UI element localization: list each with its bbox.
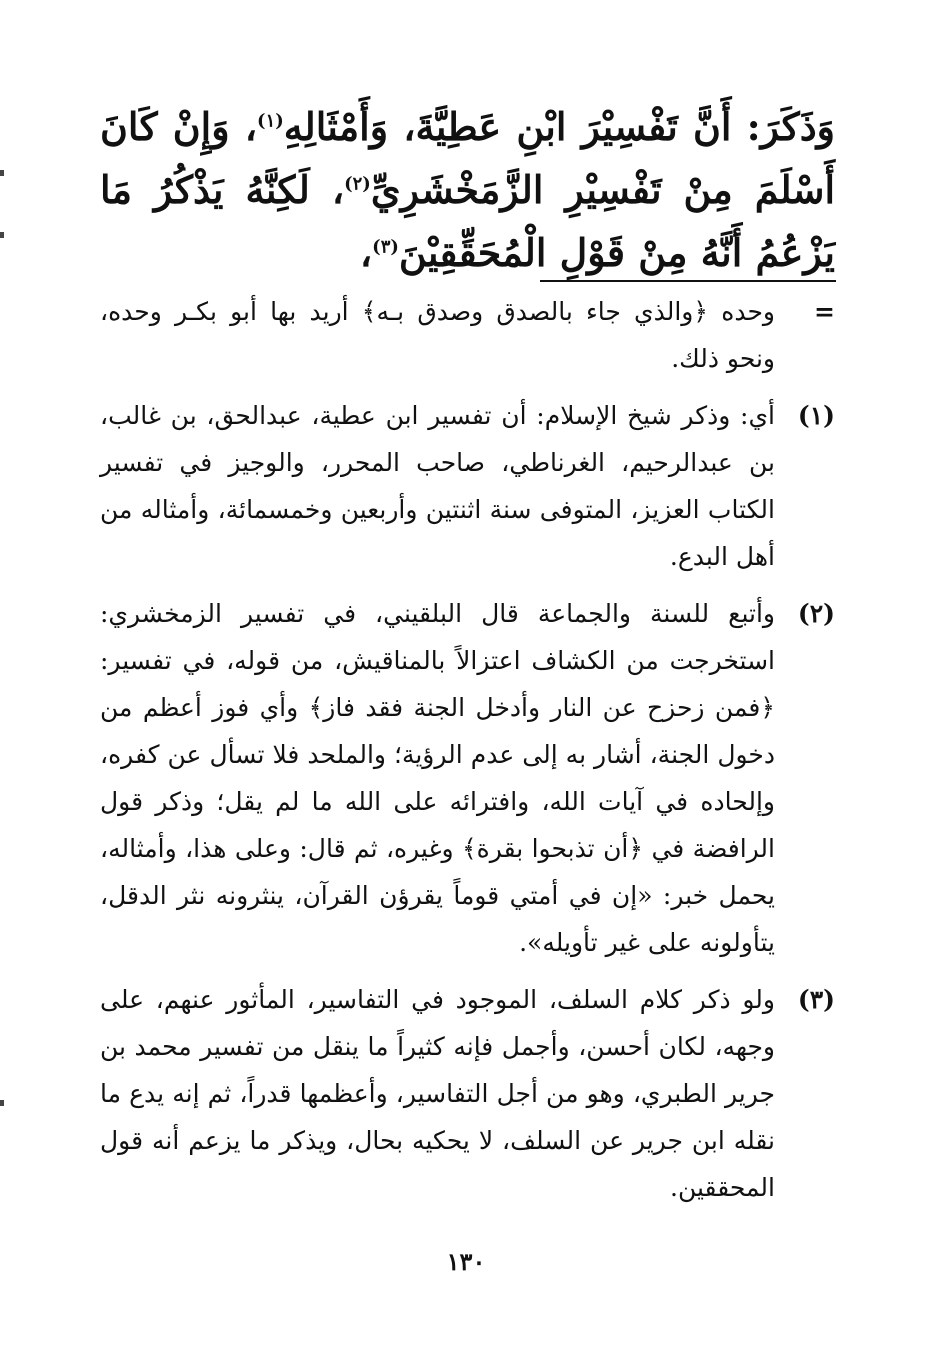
left-edge-mark-bottom: [0, 1100, 4, 1106]
main-text-block: [100, 95, 835, 284]
footnote-3: [100, 976, 835, 1211]
footnote-separator: [540, 280, 836, 282]
footnote-text: أي: وذكر شيخ الإسلام: أن تفسير ابن عطية، عبدالحق، بن غالب، بن عبدالرحيم، الغرناطي، صاحب المحرر، والوجيز في تفسير الكتاب العزيز، المتوفى سنة اثنتين وأربعين وخمسمائة، وأمثاله من أهل البدع.: [100, 401, 775, 571]
footnote-marker: (١): [797, 401, 835, 430]
main-text-part-3: ، لَكِنَّهُ يَذْكُرُ مَا يَزْعُمُ أَنَّهُ مِنْ قَوْلِ الْمُحَقِّقِيْنَ: [100, 167, 835, 275]
footnote-ref-3[interactable]: (٣): [372, 236, 399, 258]
left-edge-mark-top: [0, 170, 4, 176]
main-text-part-1: وَذَكَرَ: أَنَّ تَفْسِيْرَ ابْنِ عَطِيَّةَ، وَأَمْثَالِهِ: [283, 104, 835, 149]
footnotes-block: [100, 288, 835, 1211]
footnote-marker: (٣): [797, 985, 835, 1014]
main-text-part-2: ، وَإِنْ كَانَ أَسْلَمَ مِنْ تَفْسِيْرِ الزَّمَخْشَرِيِّ: [100, 104, 836, 212]
footnote-text: وحده ﴿والذي جاء بالصدق وصدق بـه﴾ أريد بها أبو بكـر وحده، ونحو ذلك.: [100, 297, 775, 373]
footnote-ref-1[interactable]: (١): [257, 110, 284, 132]
footnote-continued: [100, 288, 835, 382]
left-edge-mark-mid: [0, 232, 4, 238]
footnote-2: [100, 590, 835, 966]
footnote-1: [100, 392, 835, 580]
footnote-text: وأتبع للسنة والجماعة قال البلقيني، في تفسير الزمخشري: استخرجت من الكشاف اعتزالاً بالمناقيش، من قوله، في تفسير: ﴿فمن زحزح عن النار وأدخل الجنة فقد فاز﴾ وأي فوز أعظم من دخول الجنة، أشار به إلى عدم الرؤية؛ والملحد فلا تسأل عن كفره، وإلحاده في آيات الله، وافترائه على الله ما لم يقل؛ وذكر قول الرافضة في ﴿أن تذبحوا بقرة﴾ وغيره، ثم قال: وعلى هذا، وأمثاله، يحمل خبر: «إن في أمتي قوماً يقرؤن القرآن، ينثرونه نثر الدقل، يتأولونه على غير تأويله».: [100, 599, 775, 957]
main-paragraph: [100, 95, 835, 284]
main-text-part-4: ،: [359, 230, 373, 275]
footnote-marker: (٢): [797, 599, 835, 628]
page-number: ١٣٠: [446, 1247, 486, 1276]
footnote-ref-2[interactable]: (٢): [344, 173, 371, 195]
footnote-text: ولو ذكر كلام السلف، الموجود في التفاسير، المأثور عنهم، على وجهه، لكان أحسن، وأجمل فإنه كثيراً ما ينقل من تفسير محمد بن جرير الطبري، وهو من أجل التفاسير، وأعظمها قدراً، ثم إنه يدع ما نقله ابن جرير عن السلف، لا يحكيه بحال، ويذكر ما يزعم أنه قول المحققين.: [100, 985, 775, 1202]
footnote-marker: =: [814, 297, 835, 326]
